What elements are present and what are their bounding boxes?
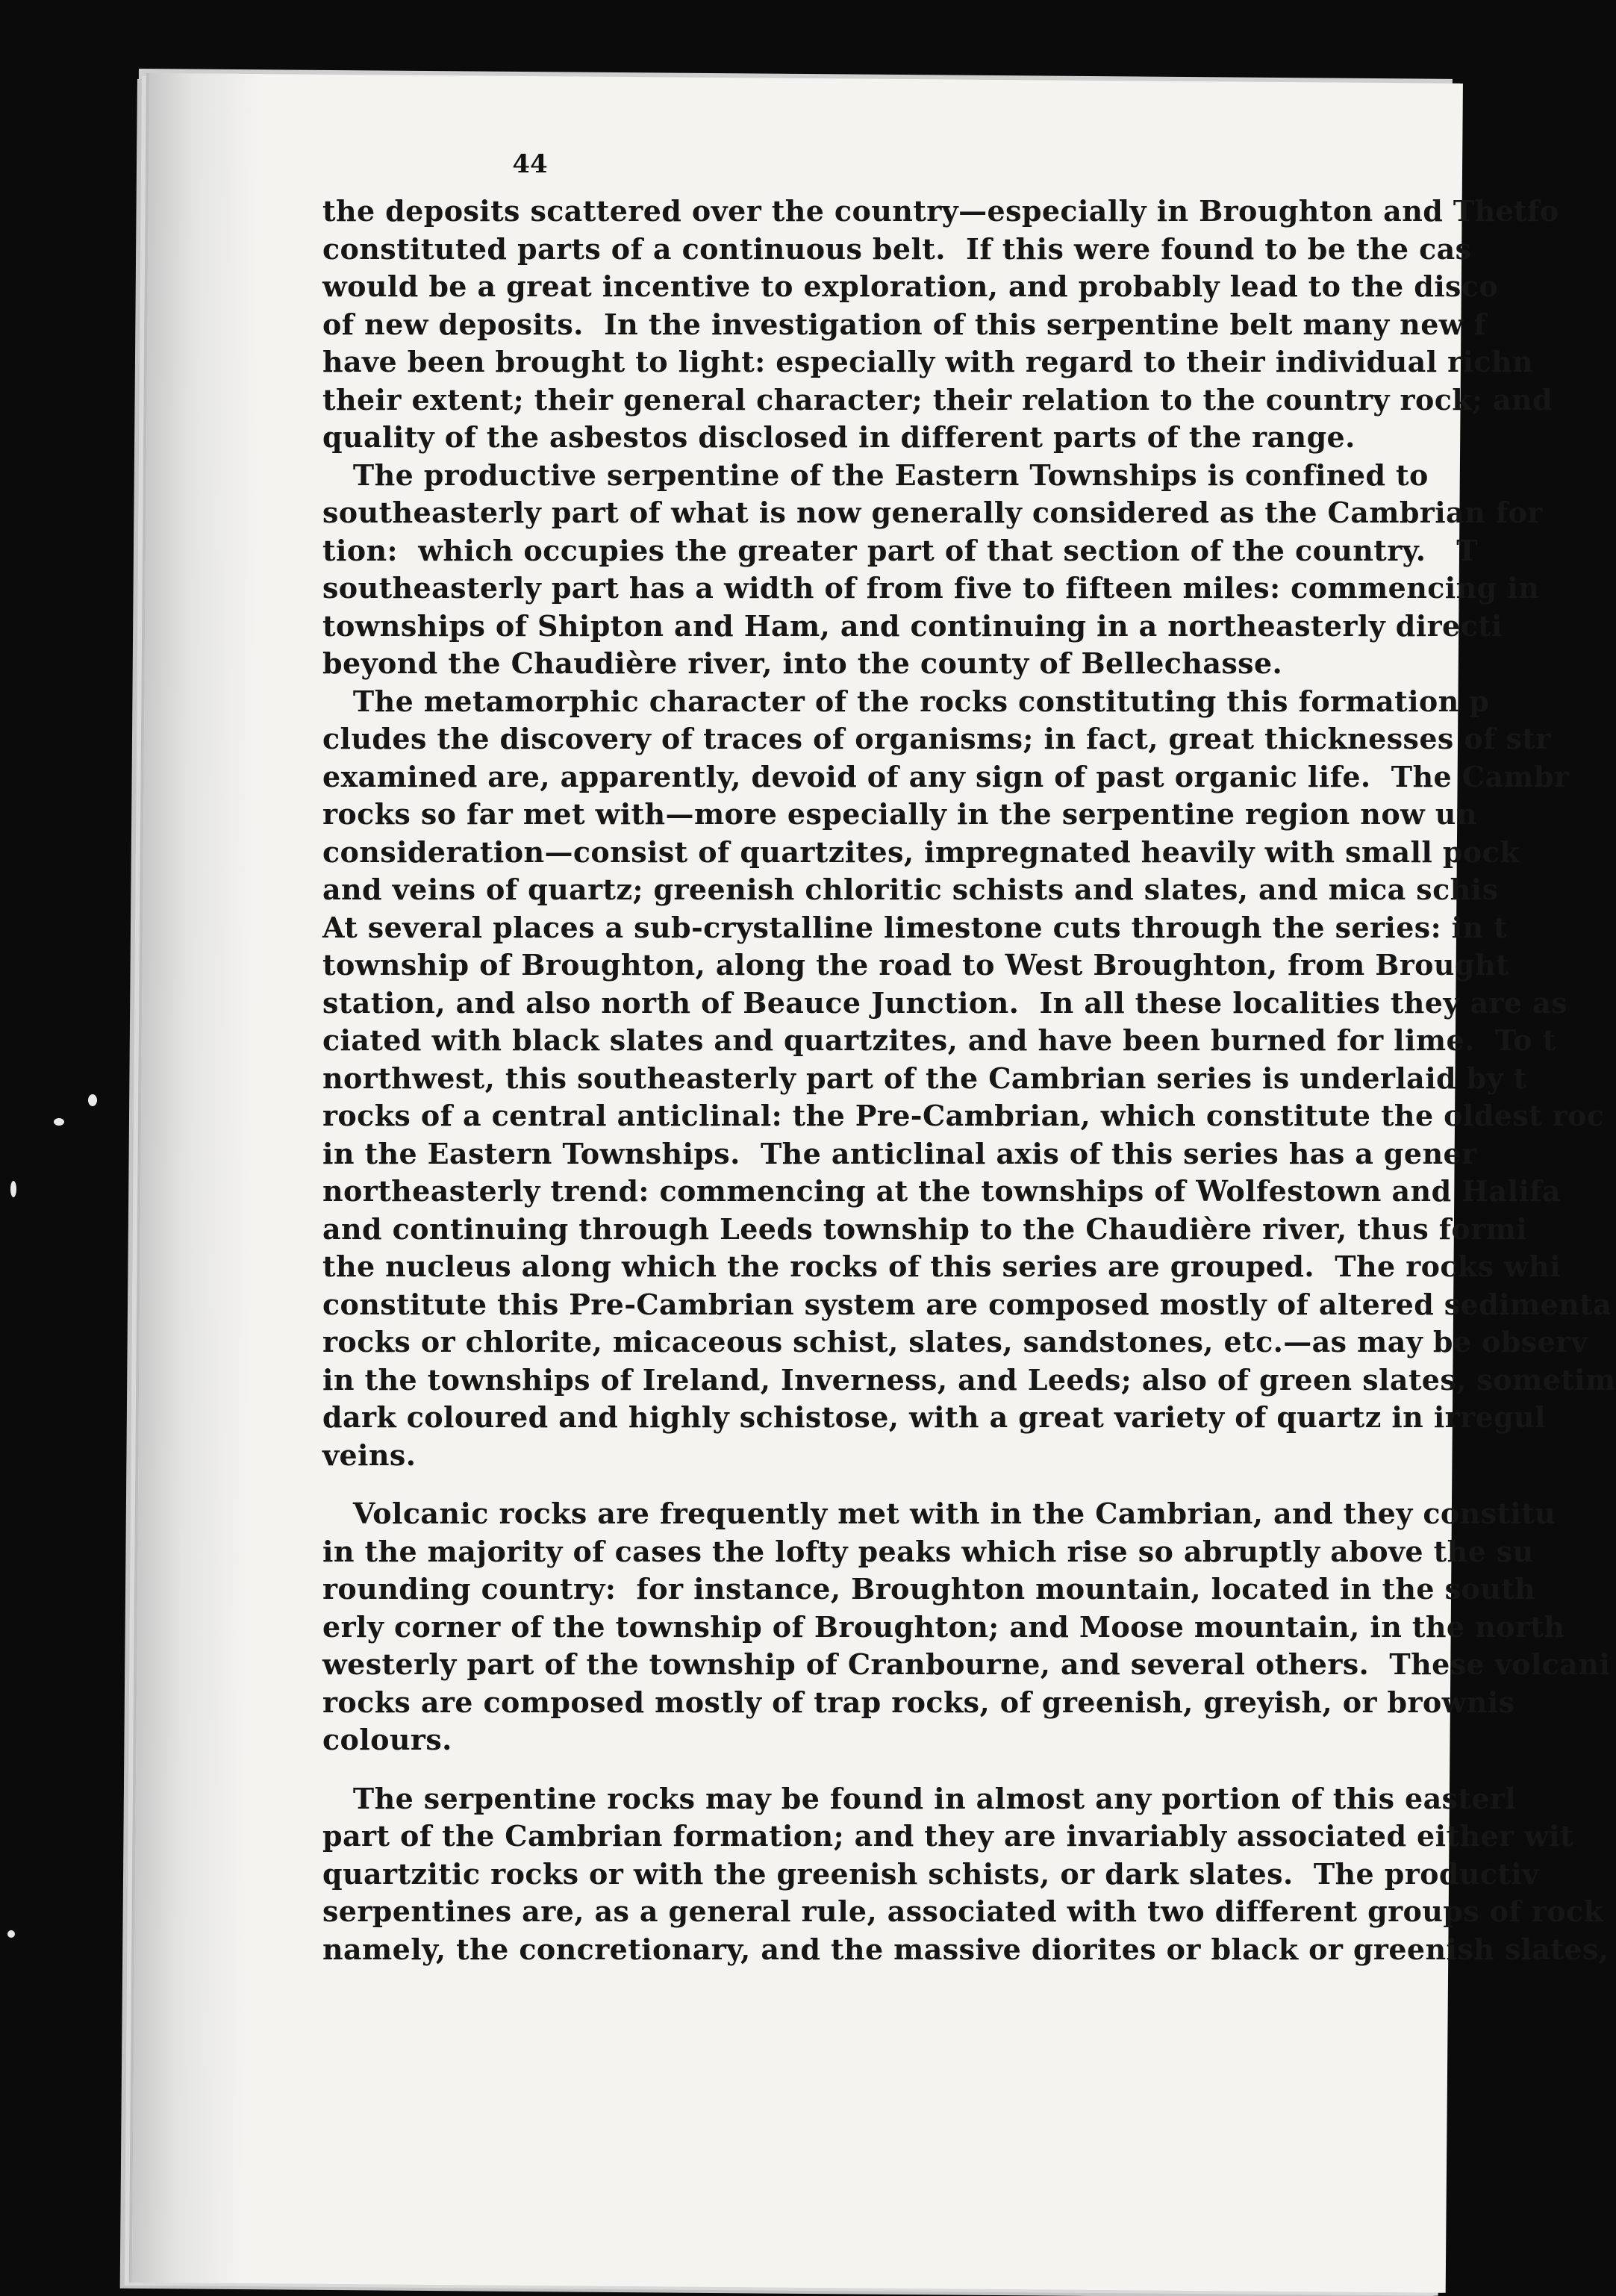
text-line: rocks of a central anticlinal: the Pre-Cambrian, which constitute the oldest roc — [322, 1099, 1605, 1132]
text-line: At several places a sub-crystalline limestone cuts through the series: in t — [322, 910, 1508, 944]
text-line: cludes the discovery of traces of organisms; in fact, great thicknesses of str — [322, 722, 1551, 755]
text-line: in the townships of Ireland, Inverness, and Leeds; also of green slates, sometim — [322, 1362, 1616, 1397]
text-line: constitute this Pre-Cambrian system are composed mostly of altered sedimenta — [322, 1287, 1612, 1321]
text-line: rocks so far met with—more especially in the serpentine region now un — [322, 797, 1477, 831]
text-line: namely, the concretionary, and the massive diorites or black or greenish slates, — [322, 1932, 1609, 1966]
text-line: erly corner of the township of Broughton; and Moose mountain, in the north — [322, 1609, 1565, 1644]
text-line: colours. — [322, 1723, 452, 1756]
text-line: townships of Shipton and Ham, and continuing in a northeasterly directi — [322, 608, 1503, 643]
text-line: veins. — [322, 1438, 417, 1472]
text-line: tion: which occupies the greater part of that section of the country. T — [322, 533, 1478, 567]
paragraph — [322, 1780, 1609, 1969]
text-line: ciated with black slates and quartzites, and have been burned for lime. To t — [322, 1023, 1556, 1057]
text-line: in the Eastern Townships. The anticlinal axis of this series has a gener — [322, 1136, 1477, 1170]
text-line: southeasterly part of what is now generally considered as the Cambrian for — [322, 496, 1543, 529]
text-line: The serpentine rocks may be found in almost any portion of this easterl — [322, 1781, 1517, 1815]
text-line: station, and also north of Beauce Junction. In all these localities they are as — [322, 985, 1567, 1020]
text-line: quartzitic rocks or with the greenish schists, or dark slates. The productiv — [322, 1856, 1539, 1891]
body-text — [322, 193, 1616, 1968]
text-line: in the majority of cases the lofty peaks which rise so abruptly above the su — [322, 1534, 1534, 1568]
paragraph — [322, 1495, 1611, 1759]
text-line: constituted parts of a continuous belt. If this were found to be the cas — [322, 231, 1472, 266]
text-line: consideration—consist of quartzites, impregnated heavily with small pock — [322, 835, 1520, 869]
page-number: 44 — [512, 149, 548, 179]
text-line: westerly part of the township of Cranbourne, and several others. These volcani — [322, 1647, 1611, 1681]
paragraph — [322, 193, 1559, 457]
text-line: Volcanic rocks are frequently met with in the Cambrian, and they constitu — [322, 1497, 1556, 1530]
text-line: rocks or chlorite, micaceous schist, slates, sandstones, etc.—as may be observ — [322, 1325, 1588, 1358]
text-line: The metamorphic character of the rocks constituting this formation p — [322, 684, 1490, 718]
text-line: The productive serpentine of the Eastern Townships is confined to — [322, 458, 1429, 492]
text-line: quality of the asbestos disclosed in different parts of the range. — [322, 420, 1355, 454]
text-line: serpentines are, as a general rule, associated with two different groups of rock — [322, 1894, 1604, 1928]
text-line: have been brought to light: especially with regard to their individual richn — [322, 345, 1534, 378]
page-gutter-shadow — [132, 73, 261, 2283]
paragraph — [322, 457, 1543, 683]
text-line: of new deposits. In the investigation of this serpentine belt many new f — [322, 307, 1487, 341]
text-line: and continuing through Leeds township to the Chaudière river, thus formi — [322, 1211, 1528, 1246]
text-line: their extent; their general character; their relation to the country rock; and — [322, 382, 1553, 417]
text-line: examined are, apparently, devoid of any sign of past organic life. The Cambr — [322, 759, 1570, 793]
text-line: southeasterly part has a width of from five to fifteen miles: commencing in — [322, 571, 1540, 605]
scan-speck — [7, 1930, 15, 1938]
scan-speck — [10, 1181, 16, 1197]
text-line: and veins of quartz; greenish chloritic schists and slates, and mica schis — [322, 873, 1499, 906]
paragraph — [322, 683, 1616, 1475]
text-line: rounding country: for instance, Broughton mountain, located in the south — [322, 1572, 1536, 1606]
text-line: part of the Cambrian formation; and they are invariably associated either wit — [322, 1819, 1573, 1853]
text-line: township of Broughton, along the road to West Broughton, from Brought — [322, 948, 1509, 982]
scan-speck — [88, 1094, 97, 1106]
scan-speck — [54, 1118, 64, 1126]
text-line: northeasterly trend: commencing at the townships of Wolfestown and Halifa — [322, 1174, 1561, 1208]
text-line: rocks are composed mostly of trap rocks, of greenish, greyish, or brownis — [322, 1685, 1515, 1719]
text-line: would be a great incentive to exploration, and probably lead to the disco — [322, 269, 1499, 303]
text-line: dark coloured and highly schistose, with a great variety of quartz in irregul — [322, 1400, 1546, 1434]
text-line: the nucleus along which the rocks of this series are grouped. The rocks whi — [322, 1250, 1562, 1283]
text-line: beyond the Chaudière river, into the county of Bellechasse. — [322, 646, 1283, 680]
text-line: the deposits scattered over the country—especially in Broughton and Thetfo — [322, 194, 1559, 228]
text-line: northwest, this southeasterly part of the Cambrian series is underlaid by t — [322, 1061, 1527, 1095]
